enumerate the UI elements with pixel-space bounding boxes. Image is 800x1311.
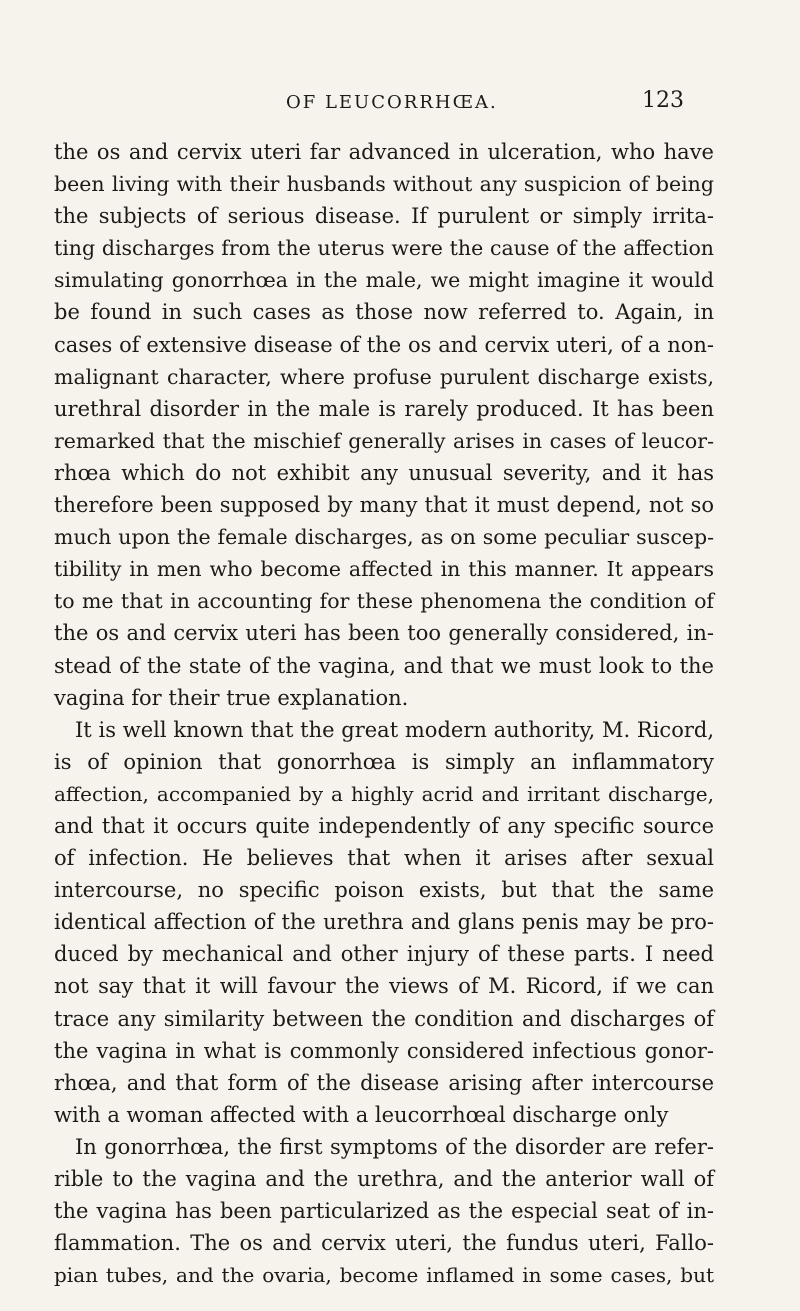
paragraph-end-line: with a woman affected with a leucorrhœal discharge only xyxy=(54,1102,669,1127)
text-line: rible to the vagina and the urethra, and the anterior wall of xyxy=(54,1167,714,1191)
paragraph-start-line: In gonorrhœa, the first symptoms of the disorder are refer- xyxy=(75,1134,714,1159)
text-line: much upon the female discharges, as on some peculiar suscep- xyxy=(54,525,714,550)
page-number: 123 xyxy=(642,88,684,113)
text-line: the os and cervix uteri has been too generally considered, in- xyxy=(54,621,714,646)
text-line: flammation. The os and cervix uteri, the fundus uteri, Fallo- xyxy=(54,1231,714,1256)
text-line: is of opinion that gonorrhœa is simply an inflammatory xyxy=(54,749,714,774)
running-head: OF LEUCORRHŒA. xyxy=(286,92,498,113)
text-line: malignant character, where profuse purulent discharge exists, xyxy=(54,364,714,389)
text-line: the os and cervix uteri far advanced in ulceration, who have xyxy=(54,140,714,164)
text-line: been living with their husbands without any suspicion of being xyxy=(54,172,714,197)
text-line: be found in such cases as those now referred to. Again, in xyxy=(54,300,714,325)
text-line: of infection. He believes that when it arises after sexual xyxy=(54,846,714,871)
text-line: duced by mechanical and other injury of these parts. I need xyxy=(54,942,714,967)
text-line: tibility in men who become affected in this manner. It appears xyxy=(54,557,714,582)
text-line: urethral disorder in the male is rarely produced. It has been xyxy=(54,396,714,421)
paragraph-start-line: It is well known that the great modern authority, M. Ricord, xyxy=(75,717,714,742)
text-line: cases of extensive disease of the os and cervix uteri, of a non- xyxy=(54,332,714,357)
body-text xyxy=(54,136,714,1291)
text-line: simulating gonorrhœa in the male, we might imagine it would xyxy=(54,268,714,293)
text-line: the vagina has been particularized as the especial seat of in- xyxy=(54,1199,714,1224)
text-line: the vagina in what is commonly considered infectious gonor- xyxy=(54,1038,714,1063)
text-line: and that it occurs quite independently of any specific source xyxy=(54,813,714,838)
text-line: rhœa, and that form of the disease arising after intercourse xyxy=(54,1070,714,1095)
text-line: to me that in accounting for these phenomena the condition of xyxy=(54,589,714,614)
text-line: stead of the state of the vagina, and that we must look to the xyxy=(54,653,714,678)
text-line: the subjects of serious disease. If purulent or simply irrita- xyxy=(54,204,714,229)
text-line: trace any similarity between the condition and discharges of xyxy=(54,1006,714,1031)
page-header xyxy=(0,88,800,122)
text-line: pian tubes, and the ovaria, become inflamed in some cases, but xyxy=(54,1263,714,1288)
text-line: not say that it will favour the views of M. Ricord, if we can xyxy=(54,974,714,999)
text-line: affection, accompanied by a highly acrid and irritant discharge, xyxy=(54,781,714,806)
text-line: identical affection of the urethra and glans penis may be pro- xyxy=(54,910,714,935)
text-line: remarked that the mischief generally arises in cases of leucor- xyxy=(54,428,714,453)
text-line: therefore been supposed by many that it must depend, not so xyxy=(54,493,714,518)
text-line: intercourse, no specific poison exists, but that the same xyxy=(54,878,714,903)
text-line: ting discharges from the uterus were the cause of the affection xyxy=(54,236,714,261)
paragraph-end-line: vagina for their true explanation. xyxy=(54,685,409,710)
text-line: rhœa which do not exhibit any unusual severity, and it has xyxy=(54,460,714,485)
